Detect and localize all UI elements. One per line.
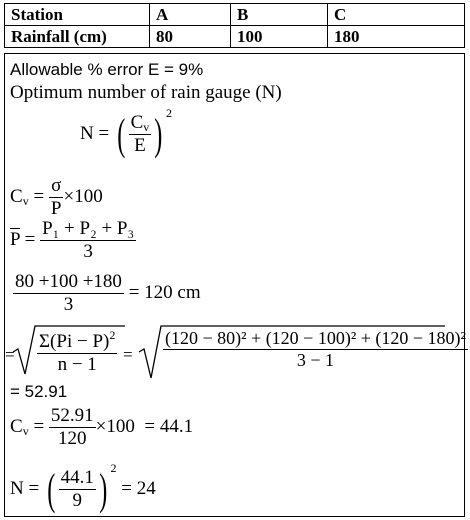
table-row-rainfall [5,26,465,48]
p-sum-denominator: 3 [83,240,93,262]
header-cell-station: Station [5,4,150,26]
rainfall-a-value: 80 [150,26,231,48]
sd-symbolic-numerator: Σ(Pi − P) [39,331,110,352]
left-paren-glyph: ( [117,109,126,159]
cv-calc-numerator: 52.91 [50,405,94,426]
rainfall-table [4,3,465,48]
cv-calc-fraction [49,406,96,449]
header-cell-b: B [231,4,328,26]
sd-symbolic-power: 2 [109,328,116,342]
n-calc-denominator: 9 [72,490,82,512]
pbar-equals: = [24,228,36,250]
cv-calculation [10,406,193,449]
solution-box [4,53,465,517]
cv-calc-result: ×100 = 44.1 [95,415,194,437]
right-paren-glyph: ) [99,464,108,514]
cv-calc-denominator: 120 [58,427,87,449]
n-calc-lhs: N = [10,478,40,499]
allowable-error-line: Allowable % error E = 9% [10,60,204,79]
n-calc-result: = 24 [121,478,156,499]
n-formula-power: 2 [165,106,172,120]
sd-result: = 52.91 [10,382,68,401]
sd-numeric-denominator: 3 − 1 [296,349,335,370]
cv-calc-equals: = [33,415,45,437]
cv-times-100: ×100 [63,185,103,207]
left-paren-glyph: ( [47,464,56,514]
cv-calc-subscript: v [22,423,29,438]
n-calc-power: 2 [110,461,117,475]
row-label-rainfall: Rainfall (cm) [5,26,150,48]
header-cell-c: C [328,4,465,26]
sd-first-equals: = [5,345,15,364]
p-sum-numerator: P₁ + P₂ + P₃ [42,218,135,239]
sd-symbolic-denominator: n − 1 [57,353,97,375]
n-calculation [10,461,156,512]
mean-numerator: 80 +100 +180 [15,271,122,292]
worksheet [4,3,465,517]
e-symbol: E [134,135,146,157]
rainfall-c-value: 180 [328,26,465,48]
pbar-lhs: $\overline{P}$ [10,228,20,250]
cv-symbol: C [130,111,144,133]
sd-second-equals: = [123,345,133,364]
table-header-row [5,4,465,26]
mean-result: = 120 cm [128,281,201,303]
pbar-symbol: P [50,197,62,219]
cv-lhs: C [10,185,23,207]
right-paren-glyph: ) [154,109,163,159]
optimum-gauge-line: Optimum number of rain gauge (N) [10,82,282,103]
sd-numeric-fraction [163,329,468,370]
rainfall-b-value: 100 [231,26,328,48]
cv-equals: = [33,185,45,207]
n-formula-lhs: N = [80,123,110,144]
cv-calc-lhs: C [10,415,23,437]
sd-numeric-numerator: (120 − 80)² + (120 − 100)² + (120 − 180)² [165,328,466,348]
mean-denominator: 3 [63,293,74,315]
n-calc-numerator: 44.1 [60,467,94,489]
sd-symbolic-fraction [37,329,117,375]
cv-subscript: v [143,119,150,134]
sigma-symbol: σ [51,175,62,196]
n-calc-fraction [59,468,96,511]
cv-lhs-subscript: v [22,193,29,208]
header-cell-a: A [150,4,231,26]
